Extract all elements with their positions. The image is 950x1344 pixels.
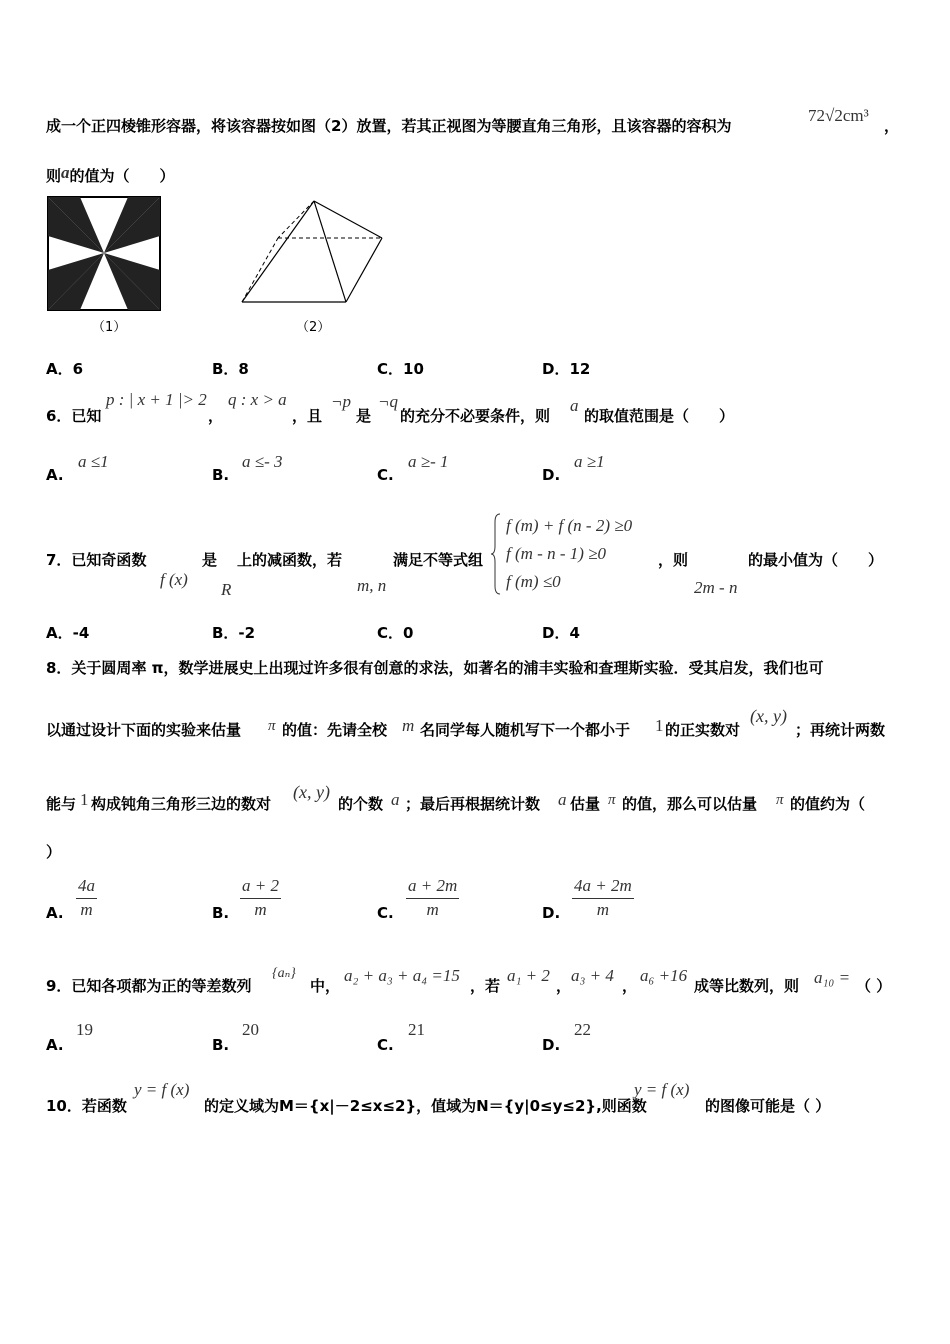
q8-option-c-den: m bbox=[426, 900, 439, 919]
q8-l2b: 的值：先请全校 bbox=[282, 721, 388, 739]
q7-fx: f (x) bbox=[160, 570, 188, 589]
q5-line1 bbox=[46, 116, 731, 136]
q10-f-2: y = f (x) bbox=[634, 1080, 690, 1099]
q7-text-4: 满足不等式组 bbox=[393, 551, 484, 569]
q7-text-1: 7．已知奇函数 bbox=[46, 551, 147, 569]
q5-fig1-caption: （1） bbox=[92, 320, 127, 335]
q5-option-a[interactable]: A．6 bbox=[46, 360, 84, 378]
q8-option-a-num: 4a bbox=[76, 876, 97, 899]
q9-text-1: 9．已知各项都为正的等差数列 bbox=[46, 977, 252, 995]
q8-one: 1 bbox=[655, 716, 664, 735]
q6-option-b-letter[interactable]: B. bbox=[212, 466, 230, 484]
q6-comma1: ， bbox=[208, 407, 224, 425]
q7-text-2: 是 bbox=[202, 551, 218, 569]
q6-not-p: ¬p bbox=[331, 392, 351, 411]
q5-option-d[interactable]: D．12 bbox=[542, 360, 591, 378]
q7-ineq-1: f (m) + f (n - 2) ≥0 bbox=[506, 516, 633, 535]
q6-option-c-letter[interactable]: C. bbox=[377, 466, 394, 484]
q5-var-a: a bbox=[61, 163, 70, 182]
q10-text-1: 10．若函数 bbox=[46, 1097, 127, 1115]
q8-pi-2: π bbox=[608, 792, 616, 808]
q9-e2: a₃ + 4 bbox=[571, 966, 614, 985]
q9-option-a-value[interactable]: 19 bbox=[76, 1020, 93, 1039]
q7-text-6: 的最小值为（ ） bbox=[748, 551, 884, 569]
q10-text-3: 的图像可能是（ ） bbox=[705, 1097, 831, 1115]
q8-pi: π bbox=[268, 718, 276, 734]
q5-fig2-caption: （2） bbox=[296, 320, 331, 335]
q6-option-d-math[interactable]: a ≥1 bbox=[574, 452, 605, 471]
q7-R: R bbox=[221, 580, 232, 599]
q7-text-3: 上的减函数，若 bbox=[237, 551, 343, 569]
q5-line2 bbox=[46, 163, 175, 186]
q5-line1-text: 成一个正四棱锥形容器，将该容器按如图（2）放置，若其正视图为等腰直角三角形，且该容器的容积为 bbox=[46, 117, 732, 135]
q5-volume: 72√2cm³ bbox=[808, 106, 869, 125]
q9-option-d-value[interactable]: 22 bbox=[574, 1020, 591, 1039]
q9-option-a-letter[interactable]: A. bbox=[46, 1036, 64, 1054]
q5-option-c[interactable]: C．10 bbox=[377, 360, 424, 378]
q8-l2e: ；再统计两数 bbox=[795, 721, 886, 739]
q9-text-2: 中， bbox=[310, 977, 341, 995]
q8-option-c-num: a + 2m bbox=[406, 876, 459, 899]
q8-l2c: 名同学每人随机写下一个都小于 bbox=[420, 721, 631, 739]
q5-line2-b: 的值为（ ） bbox=[69, 167, 175, 185]
q8-option-a-frac[interactable] bbox=[76, 876, 97, 921]
q8-option-c-letter[interactable]: C. bbox=[377, 904, 394, 922]
q8-a: a bbox=[391, 790, 400, 809]
q8-l2d: 的正实数对 bbox=[665, 721, 741, 739]
q7-option-c[interactable]: C．0 bbox=[377, 624, 414, 642]
q9-option-c-letter[interactable]: C. bbox=[377, 1036, 394, 1054]
q8-option-b-den: m bbox=[254, 900, 267, 919]
q7-system-brace bbox=[490, 512, 502, 596]
q8-option-b-num: a + 2 bbox=[240, 876, 281, 899]
q8-one-2: 1 bbox=[80, 790, 89, 809]
q9-option-d-letter[interactable]: D. bbox=[542, 1036, 561, 1054]
q5-line1-end: ， bbox=[884, 117, 900, 135]
q5-figure-1 bbox=[47, 196, 161, 311]
q7-system bbox=[506, 512, 632, 596]
q8-xy-2: (x, y) bbox=[293, 782, 330, 802]
q8-l3b: 构成钝角三角形三边的数对 bbox=[91, 795, 272, 813]
q9-text-3: ，若 bbox=[470, 977, 501, 995]
q9-text-5: （ ） bbox=[856, 977, 892, 995]
q6-not-q: ¬q bbox=[378, 392, 398, 411]
q9-option-b-value[interactable]: 20 bbox=[242, 1020, 259, 1039]
q9-c1: ， bbox=[556, 977, 572, 995]
q6-option-a-math[interactable]: a ≤1 bbox=[78, 452, 109, 471]
q8-option-a-letter[interactable]: A. bbox=[46, 904, 64, 922]
q9-a10: a₁₀ = bbox=[814, 968, 851, 987]
q7-mn: m, n bbox=[357, 576, 387, 595]
q8-l3a: 能与 bbox=[46, 795, 77, 813]
q9-e3: a₆ +16 bbox=[640, 966, 688, 985]
q5-figure-2 bbox=[238, 198, 388, 306]
q10-f: y = f (x) bbox=[134, 1080, 190, 1099]
q6-option-a-letter[interactable]: A. bbox=[46, 466, 64, 484]
q8-option-a-den: m bbox=[80, 900, 93, 919]
q6-comma2: ，且 bbox=[292, 407, 323, 425]
q8-option-c-frac[interactable] bbox=[406, 876, 459, 921]
q8-l3c: 的个数 bbox=[338, 795, 384, 813]
q8-xy: (x, y) bbox=[750, 706, 787, 726]
q9-option-b-letter[interactable]: B. bbox=[212, 1036, 230, 1054]
q8-l3e: 估量 bbox=[570, 795, 601, 813]
q8-pi-3: π bbox=[776, 792, 784, 808]
q8-l3d: ；最后再根据统计数 bbox=[405, 795, 541, 813]
q7-text-5: ，则 bbox=[658, 551, 689, 569]
q7-expr: 2m - n bbox=[694, 578, 738, 597]
q7-ineq-2: f (m - n - 1) ≥0 bbox=[506, 544, 606, 563]
q9-option-c-value[interactable]: 21 bbox=[408, 1020, 425, 1039]
q8-option-b-frac[interactable] bbox=[240, 876, 281, 921]
q7-option-b[interactable]: B．-2 bbox=[212, 624, 256, 642]
q6-option-d-letter[interactable]: D. bbox=[542, 466, 561, 484]
q8-l2a: 以通过设计下面的实验来估量 bbox=[46, 721, 242, 739]
q6-suffix-a: 的充分不必要条件，则 bbox=[400, 407, 551, 425]
q7-option-d[interactable]: D．4 bbox=[542, 624, 580, 642]
q8-line1: 8．关于圆周率 π，数学进展史上出现过许多很有创意的求法，如著名的浦丰实验和查理斯实验．受其启发，我们也可 bbox=[46, 659, 824, 677]
q8-a-2: a bbox=[558, 790, 567, 809]
q9-e1: a₁ + 2 bbox=[507, 966, 550, 985]
q8-option-d-frac[interactable] bbox=[572, 876, 634, 921]
q6-is: 是 bbox=[356, 407, 372, 425]
q8-option-d-num: 4a + 2m bbox=[572, 876, 634, 899]
q8-option-b-letter[interactable]: B. bbox=[212, 904, 230, 922]
q8-option-d-den: m bbox=[596, 900, 610, 919]
q8-option-d-letter[interactable]: D. bbox=[542, 904, 561, 922]
q6-var-a: a bbox=[570, 396, 579, 415]
q8-l3g: 的值约为（ bbox=[790, 795, 866, 813]
q5-option-b[interactable]: B．8 bbox=[212, 360, 249, 378]
q8-l4: ） bbox=[46, 843, 62, 861]
q9-c2: ， bbox=[622, 977, 638, 995]
q9-text-4: 成等比数列，则 bbox=[694, 977, 800, 995]
q9-seq: {aₙ} bbox=[272, 966, 296, 981]
q7-option-a[interactable]: A．-4 bbox=[46, 624, 90, 642]
q6-p: p : | x + 1 |> 2 bbox=[106, 390, 207, 409]
q9-sum: a₂ + a₃ + a₄ =15 bbox=[344, 966, 460, 985]
q10-text-2: 的定义域为M＝{x|－2≤x≤2}，值域为N＝{y|0≤y≤2},则函数 bbox=[204, 1097, 647, 1115]
q6-suffix-b: 的取值范围是（ ） bbox=[584, 407, 735, 425]
q8-m: m bbox=[402, 716, 415, 735]
q6-option-b-math[interactable]: a ≤- 3 bbox=[242, 452, 283, 471]
q6-q: q : x > a bbox=[228, 390, 287, 409]
q8-l3f: 的值，那么可以估量 bbox=[622, 795, 758, 813]
q7-ineq-3: f (m) ≤0 bbox=[506, 572, 561, 591]
q5-line2-a: 则 bbox=[46, 167, 62, 185]
q6-prefix: 6．已知 bbox=[46, 407, 102, 425]
q6-option-c-math[interactable]: a ≥- 1 bbox=[408, 452, 449, 471]
